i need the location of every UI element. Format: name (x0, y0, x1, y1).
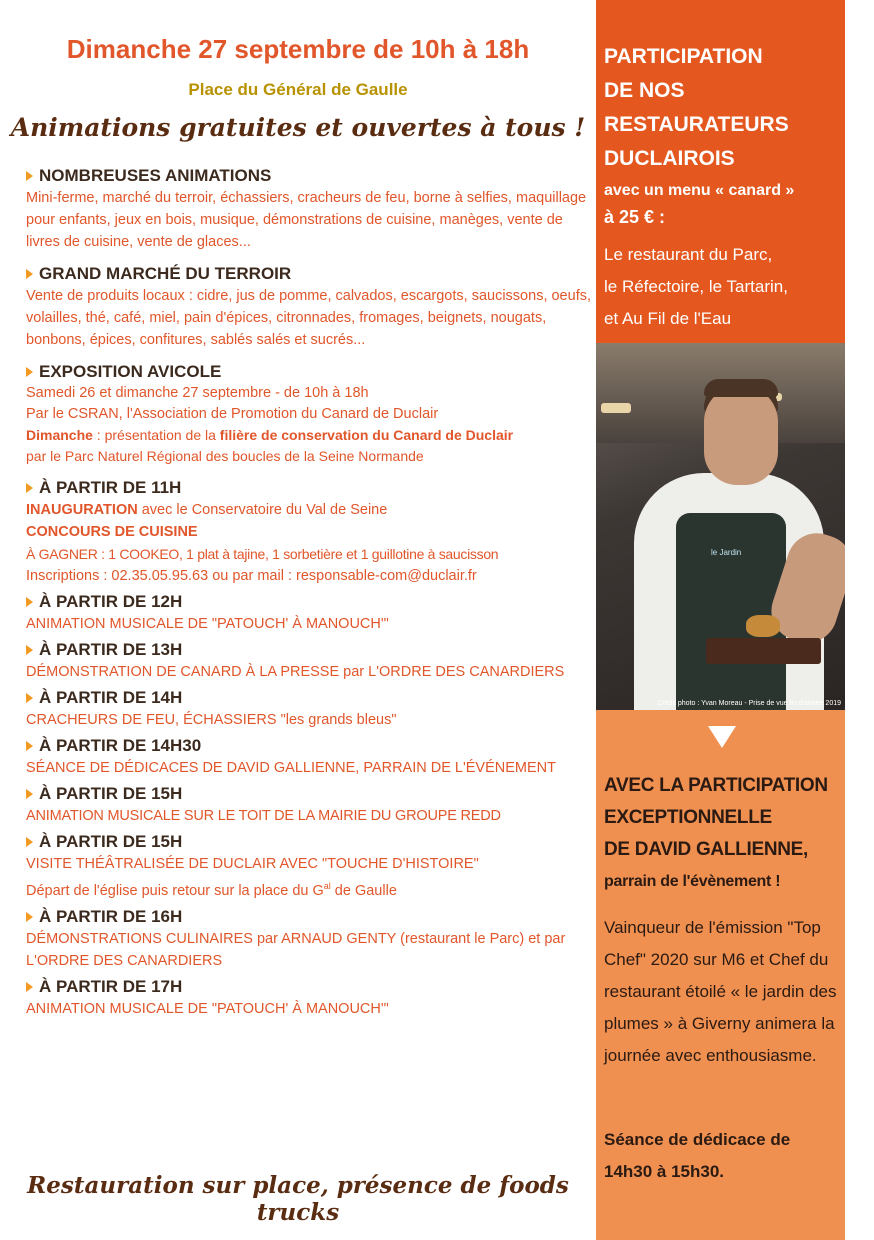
restaurant-list: Le restaurant du Parc, le Réfectoire, le Tartarin, et Au Fil de l'Eau (604, 245, 788, 328)
section-heading: À PARTIR DE 17H (39, 976, 183, 996)
section-11h: À PARTIR DE 11H INAUGURATION avec le Conservatoire du Val de Seine CONCOURS DE CUISINE À GAGNER : 1 COOKEO, 1 plat à tajine, 1 sorbetière et 1 guillotine à saucisson Inscriptions : 02.35.05.95.63 ou par mail : responsable-com@duclair.fr (26, 477, 591, 587)
section-heading: À PARTIR DE 15H (39, 832, 183, 851)
restaurants-panel (596, 0, 845, 343)
section-15h-concert (26, 783, 591, 827)
section-text: SÉANCE DE DÉDICACES DE DAVID GALLIENNE, PARRAIN DE L'ÉVÉNEMENT (26, 760, 556, 776)
section-heading: EXPOSITION AVICOLE (39, 362, 222, 381)
section-text: Vente de produits locaux : cidre, jus de pomme, calvados, escargots, saucissons, oeufs, volailles, thé, café, miel, pain d'épices, citronnades, fromages, beignets, nougats, bonbons, épices, confitures, sablés salés et sucrés... (26, 288, 591, 348)
triangle-bullet-icon (26, 483, 33, 493)
contest-prizes: À GAGNER : 1 COOKEO, 1 plat à tajine, 1 sorbetière et 1 guillotine à saucisson (26, 546, 499, 562)
section-heading: À PARTIR DE 13H (39, 640, 183, 659)
chef-photo (596, 343, 845, 710)
section-heading: À PARTIR DE 16H (39, 906, 183, 926)
triangle-bullet-icon (26, 837, 33, 847)
section-text: VISITE THÉÂTRALISÉE DE DUCLAIR AVEC "TOUCHE D'HISTOIRE" (26, 856, 479, 872)
contest-registration: Inscriptions : 02.35.05.95.63 ou par mail : responsable-com@duclair.fr (26, 568, 477, 584)
triangle-bullet-icon (26, 597, 33, 607)
section-poultry-exhibit: EXPOSITION AVICOLE Samedi 26 et dimanche 27 septembre - de 10h à 18h Par le CSRAN, l'Association de Promotion du Canard de Duclair Dimanche : présentation de la filière de conservation du Canard de Duclair par le Parc Naturel Régional des boucles de la Seine Normande (26, 362, 514, 464)
section-heading: À PARTIR DE 11H (39, 478, 182, 497)
guest-chef-panel (596, 710, 845, 1240)
down-arrow-icon (708, 726, 736, 748)
triangle-bullet-icon (26, 269, 33, 279)
section-heading: À PARTIR DE 14H (39, 688, 183, 707)
section-heading: À PARTIR DE 14H30 (39, 736, 202, 755)
triangle-bullet-icon (26, 789, 33, 799)
triangle-bullet-icon (26, 982, 33, 992)
section-animations (26, 165, 591, 253)
section-heading: À PARTIR DE 12H (39, 592, 183, 611)
guest-chef-bio: Vainqueur de l'émission "Top Chef" 2020 sur M6 et Chef du restaurant étoilé « le jardin des plumes » à Giverny animera la journée avec enthousiasme. (604, 918, 837, 1065)
section-12h (26, 591, 591, 635)
menu-offer: avec un menu « canard » à 25 € : (604, 182, 795, 227)
section-text: ANIMATION MUSICALE SUR LE TOIT DE LA MAIRIE DU GROUPE REDD (26, 808, 501, 824)
exhibit-dates: Samedi 26 et dimanche 27 septembre - de 10h à 18h (26, 385, 369, 401)
triangle-bullet-icon (26, 645, 33, 655)
section-text: ANIMATION MUSICALE DE "PATOUCH' À MANOUCH'" (26, 1000, 389, 1017)
restaurants-heading: PARTICIPATION DE NOS RESTAURATEURS DUCLAIROIS (604, 45, 789, 170)
photo-credit: Crédit photo : Yvan Moreau - Prise de vue fin d'année 2019 (657, 700, 841, 707)
footer-tagline: Restauration sur place, présence de foods trucks (27, 1172, 569, 1226)
section-text: ANIMATION MUSICALE DE "PATOUCH' À MANOUCH'" (26, 616, 389, 632)
section-heading: GRAND MARCHÉ DU TERROIR (39, 264, 292, 283)
section-text: DÉMONSTRATIONS CULINAIRES par ARNAUD GENTY (restaurant le Parc) et par L'ORDRE DES CANARDIERS (26, 930, 566, 969)
section-15h-visit: À PARTIR DE 15H VISITE THÉÂTRALISÉE DE DUCLAIR AVEC "TOUCHE D'HISTOIRE" Départ de l'église puis retour sur la place du $G^{al}$ de Gaulle (26, 831, 591, 902)
exhibit-organizer: Par le CSRAN, l'Association de Promotion du Canard de Duclair (26, 406, 439, 422)
event-date-title: Dimanche 27 septembre de 10h à 18h (66, 34, 530, 64)
section-text: Mini-ferme, marché du terroir, échassiers, cracheurs de feu, borne à selfies, maquillage pour enfants, jeux en bois, musique, démonstrations de cuisine, manèges, vente de livres de cuisine, vente de glaces... (26, 190, 587, 250)
triangle-bullet-icon (26, 693, 33, 703)
section-17h (26, 976, 591, 1020)
program-list (26, 165, 591, 1024)
section-heading: NOMBREUSES ANIMATIONS (39, 166, 272, 185)
section-text: CRACHEURS DE FEU, ÉCHASSIERS "les grands bleus" (26, 712, 397, 728)
triangle-bullet-icon (26, 367, 33, 377)
cooking-contest: CONCOURS DE CUISINE (26, 524, 198, 540)
section-text: DÉMONSTRATION DE CANARD À LA PRESSE par L'ORDRE DES CANARDIERS (26, 664, 565, 680)
section-14h30 (26, 735, 591, 779)
section-heading: À PARTIR DE 15H (39, 784, 183, 803)
guest-chef-heading: AVEC LA PARTICIPATION EXCEPTIONNELLE DE DAVID GALLIENNE, parrain de l'évènement ! (604, 775, 828, 890)
signing-session: Séance de dédicace de 14h30 à 15h30. (604, 1130, 791, 1181)
free-activities-tagline: Animations gratuites et ouvertes à tous ! (10, 113, 586, 142)
triangle-bullet-icon (26, 912, 33, 922)
section-13h (26, 639, 591, 683)
section-14h (26, 687, 591, 731)
section-16h (26, 906, 591, 972)
section-market (26, 263, 591, 351)
event-place: Place du Général de Gaulle (188, 80, 408, 99)
triangle-bullet-icon (26, 171, 33, 181)
apron-logo: le Jardin (711, 548, 742, 557)
triangle-bullet-icon (26, 741, 33, 751)
